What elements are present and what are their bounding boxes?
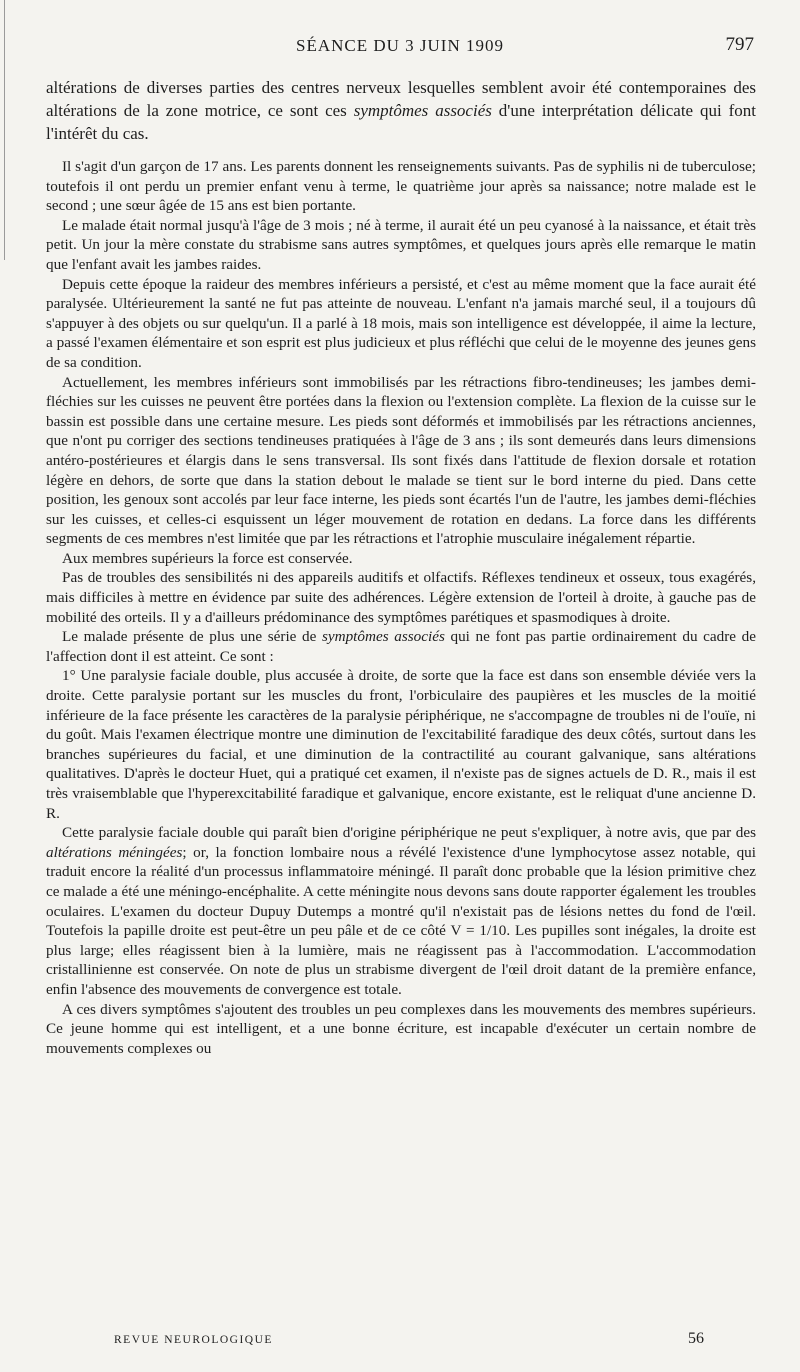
text-span: d'une interprétation délicate qui font l'intérêt du cas. (46, 101, 756, 143)
text-span: altérations de diverses parties des centres nerveux lesquelles semblent avoir été contemporaines des altérations de la zone motrice, ce sont ces (46, 78, 756, 120)
paragraph-9 (46, 823, 756, 999)
paragraph-3: Depuis cette époque la raideur des membres inférieurs a persisté, et c'est au même moment que la face aurait été paralysée. Ultérieurement la santé ne fut pas atteinte de nouveau. L'enfant n'a jamais marché seul, il a toujours dû s'appuyer à des objets ou sur quelqu'un. Il a parlé à 18 mois, mais son intelligence est développée, il aime la lecture, a passé l'examen élémentaire et son esprit est plus judicieux et plus réfléchi que celui de le moyenne des jeunes gens de sa condition. (46, 275, 756, 371)
page-edge-line (4, 0, 5, 260)
journal-name: REVUE NEUROLOGIQUE (114, 1334, 273, 1346)
paragraph-7 (46, 627, 756, 666)
paragraph-10: A ces divers symptômes s'ajoutent des troubles un peu complexes dans les mouvements des membres supérieurs. Ce jeune homme qui est intelligent, et a une bonne écriture, est incapable d'exécuter un certain nombre de mouvements complexes ou (46, 1000, 756, 1057)
text-span: Le malade présente de plus une série de (62, 628, 322, 646)
page-number: 797 (725, 34, 754, 55)
signature-mark: 56 (688, 1330, 704, 1347)
article-body (46, 76, 756, 1058)
italic-term: altérations méningées (46, 843, 183, 861)
paragraph-4: Actuellement, les membres inférieurs sont immobilisés par les rétractions fibro-tendineuses; les jambes demi-fléchies sur les cuisses ne peuvent être portées dans la flexion ou l'extension complète. La flexion de la cuisse sur le bassin est possible dans une certaine mesure. Les pieds sont déformés et immobilisés par les rétractions anciennes, que n'ont pu corriger des sections tendineuses pratiquées à l'âge de 3 ans ; ils sont demeurés dans leurs dimensions antéro-postérieures et élargis dans le sens transversal. Ils sont fixés dans l'attitude de flexion dorsale et rotation légère en dehors, de sorte que dans la station debout le malade se tient sur le bord interne du pied. Dans cette position, les genoux sont accolés par leur face interne, les pieds sont écartés l'un de l'autre, les jambes demi-fléchies sur les cuisses, et celles-ci esquissent un léger mouvement de rotation en dedans. La force dans les différents segments de ces membres n'est limitée que par les rétractions et l'atrophie musculaire inégalement répartie. (46, 373, 756, 548)
running-title: SÉANCE DU 3 JUIN 1909 (296, 36, 504, 55)
italic-term: symptômes associés (321, 628, 445, 646)
paragraph-2: Le malade était normal jusqu'à l'âge de 3 mois ; né à terme, il aurait été un peu cyanosé à la naissance, et était très petit. Un jour la mère constate du strabisme sans autres symptômes, et quelques jours après elle remarque le matin que l'enfant avait les jambes raides. (46, 216, 756, 273)
italic-term: symptômes associés (353, 101, 492, 120)
paragraph-1: Il s'agit d'un garçon de 17 ans. Les parents donnent les renseignements suivants. Pas de syphilis ni de tuberculose; toutefois il ont perdu un premier enfant venu à terme, le quatrième jour après sa naissance; notre malade est le second ; une sœur âgée de 15 ans est bien portante. (46, 158, 756, 215)
paragraph-6: Pas de troubles des sensibilités ni des appareils auditifs et olfactifs. Réflexes tendineux et osseux, tous exagérés, mais difficiles à mettre en évidence par suite des adhérences. Légère extension de l'orteil à droite, à gauche pas de mobilité des orteils. Il y a d'ailleurs prédominance des symptômes parétiques et spasmodiques à droite. (46, 569, 756, 626)
page-header (46, 34, 754, 60)
paragraph-5: Aux membres supérieurs la force est conservée. (62, 549, 353, 567)
paragraph-0 (46, 76, 756, 145)
text-span: qui ne font pas partie ordinairement du cadre de l'affection dont il est atteint. Ce sont : (46, 628, 756, 665)
page-footer (114, 1330, 704, 1352)
text-span: ; or, la fonction lombaire nous a révélé l'existence d'une lymphocytose assez notable, qui traduit encore la réalité d'un processus inflammatoire méningé. Il paraît donc probable que la lésion primitive chez ce malade a été une méningo-encéphalite. A cette méningite nous devons sans doute rapporter également les troubles oculaires. L'examen du docteur Dupuy Dutemps a montré qu'il n'existait pas de lésions nettes du fond de l'œil. Toutefois la papille droite est peut-être un peu pâle et de ce côté V = 1/10. Les pupilles sont inégales, la droite est plus large; elles réagissent bien à la lumière, mais ne réagissent pas à l'accommodation. L'accommodation cristallinienne est conservée. On note de plus un strabisme divergent de l'œil droit datant de la première enfance, enfin l'absence des mouvements de convergence est totale. (46, 843, 756, 998)
text-span: Cette paralysie faciale double qui paraît bien d'origine périphérique ne peut s'expliquer, à notre avis, que par des (62, 824, 756, 842)
paragraph-8: 1° Une paralysie faciale double, plus accusée à droite, de sorte que la face est dans son ensemble déviée vers la droite. Cette paralysie portant sur les muscles du front, l'orbiculaire des paupières et les muscles de la moitié inférieure de la face présente les caractères de la paralysie périphérique, ne s'accompagne de troubles ni de l'ouïe, ni du goût. Mais l'examen électrique montre une diminution de l'excitabilité faradique des deux côtés, surtout dans les branches supérieures du facial, et une diminution de la contractilité au courant galvanique, sans altérations qualitatives. D'après le docteur Huet, qui a pratiqué cet examen, il n'existe pas de signes actuels de D. R., mais il est très vraisemblable que l'hyperexcitabilité faradique et galvanique, encore existante, est le reliquat d'une ancienne D. R. (46, 667, 756, 822)
